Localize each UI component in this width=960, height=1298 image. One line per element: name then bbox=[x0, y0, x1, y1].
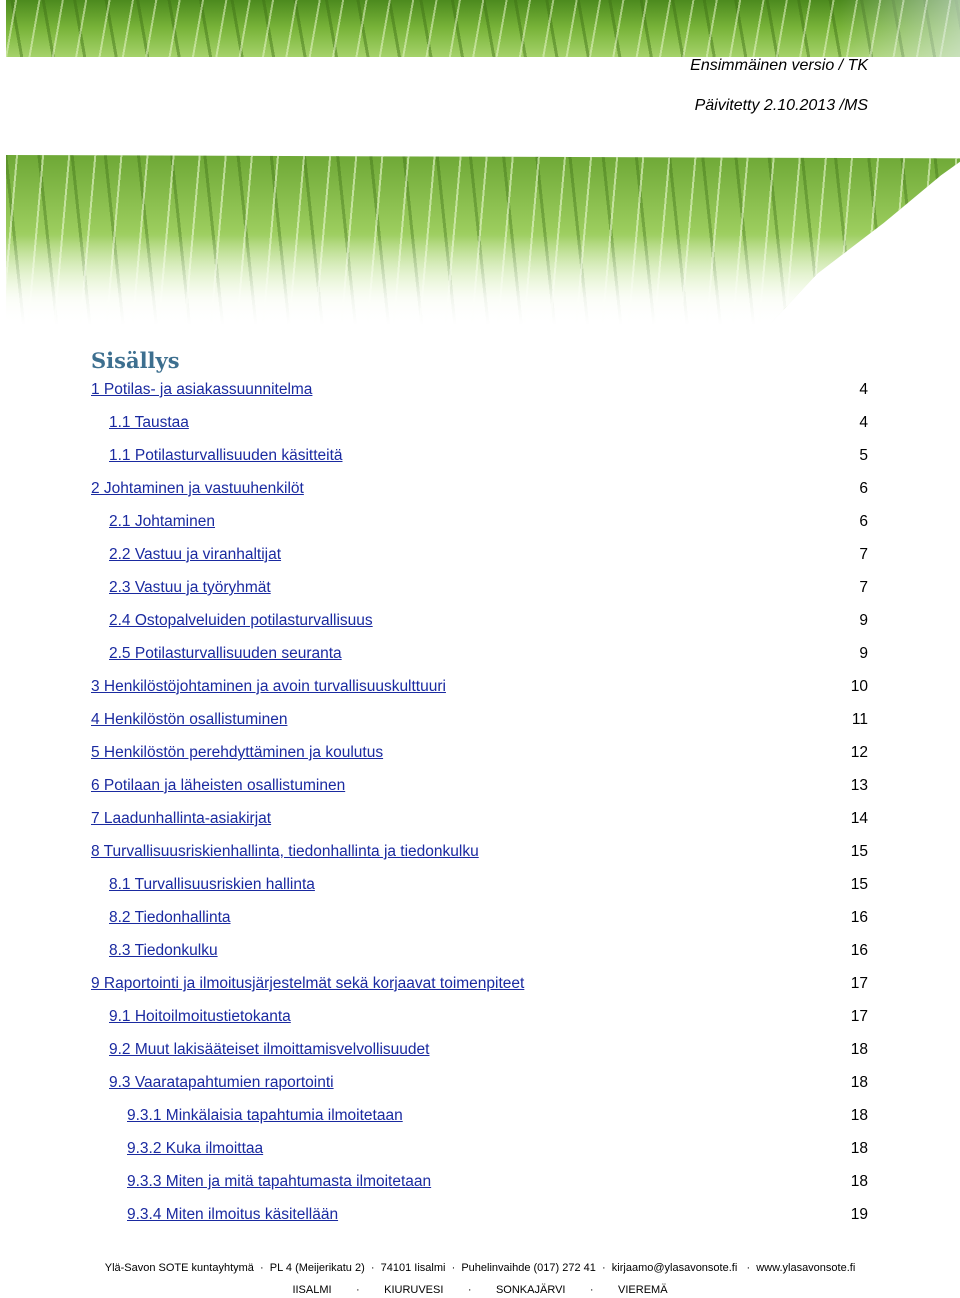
toc-entry-label[interactable]: 9.3.1 Minkälaisia tapahtumia ilmoitetaan bbox=[127, 1107, 403, 1124]
toc-entry[interactable] bbox=[91, 970, 868, 998]
toc-entry-label[interactable]: 2.3 Vastuu ja työryhmät bbox=[109, 579, 271, 596]
toc-entry-label[interactable]: 5 Henkilöstön perehdyttäminen ja koulutus bbox=[91, 744, 384, 761]
toc-entry[interactable] bbox=[109, 541, 868, 569]
toc-entry-label[interactable]: 9.3.3 Miten ja mitä tapahtumasta ilmoitetaan bbox=[127, 1173, 432, 1190]
toc-entry[interactable] bbox=[109, 640, 868, 668]
toc-entry[interactable] bbox=[109, 574, 868, 602]
toc-entry-page: 13 bbox=[850, 777, 868, 794]
toc-entry-page: 4 bbox=[859, 414, 868, 431]
toc-entry-page: 14 bbox=[850, 810, 868, 827]
toc-entry-page: 10 bbox=[850, 678, 868, 695]
toc-entry-label[interactable]: 3 Henkilöstöjohtaminen ja avoin turvallisuuskulttuuri bbox=[91, 678, 446, 695]
toc-entry[interactable] bbox=[91, 673, 868, 701]
toc-entry[interactable] bbox=[109, 904, 868, 932]
toc-entry[interactable] bbox=[91, 706, 868, 734]
toc-entry[interactable] bbox=[109, 1003, 868, 1031]
toc-entry-label[interactable]: 9.3.4 Miten ilmoitus käsitellään bbox=[127, 1206, 339, 1223]
toc-entry[interactable] bbox=[109, 607, 868, 635]
toc-entry[interactable] bbox=[127, 1201, 868, 1229]
toc-entry[interactable] bbox=[109, 1069, 868, 1097]
toc-entry-page: 15 bbox=[850, 876, 868, 893]
toc-entry-page: 17 bbox=[850, 1008, 868, 1025]
toc-entry[interactable] bbox=[109, 508, 868, 536]
toc-entry-label[interactable]: 6 Potilaan ja läheisten osallistuminen bbox=[91, 777, 346, 794]
toc-entry[interactable] bbox=[91, 772, 868, 800]
toc-entry-label[interactable]: 8.1 Turvallisuusriskien hallinta bbox=[109, 876, 315, 893]
toc-entry-label[interactable]: 1.1 Potilasturvallisuuden käsitteitä bbox=[109, 447, 343, 464]
toc-entry-page: 18 bbox=[850, 1140, 868, 1157]
toc-entry-page: 18 bbox=[850, 1074, 868, 1091]
toc-entry-label[interactable]: 8.2 Tiedonhallinta bbox=[109, 909, 231, 926]
updated-note: Päivitetty 2.10.2013 /MS bbox=[694, 97, 868, 114]
toc-entry-page: 17 bbox=[850, 975, 868, 992]
toc-entry-page: 7 bbox=[859, 579, 868, 596]
toc-entry-label[interactable]: 9.1 Hoitoilmoitustietokanta bbox=[109, 1008, 291, 1025]
toc-entry-page: 9 bbox=[859, 612, 868, 629]
toc-entry-page: 7 bbox=[859, 546, 868, 563]
toc-entry-page: 15 bbox=[850, 843, 868, 860]
footer-contact: Ylä-Savon SOTE kuntayhtymä · PL 4 (Meijerikatu 2) · 74101 Iisalmi · Puhelinvaihde (017) 272 41 · kirjaamo@ylasavonsote.fi · www.ylasavonsote.fi bbox=[104, 1262, 856, 1274]
toc-entry-label[interactable]: 9.2 Muut lakisääteiset ilmoittamisvelvollisuudet bbox=[109, 1041, 430, 1058]
toc-entry[interactable] bbox=[109, 937, 868, 965]
toc-entry-label[interactable]: 1.1 Taustaa bbox=[109, 414, 189, 431]
toc-entry-label[interactable]: 8.3 Tiedonkulku bbox=[109, 942, 218, 959]
toc-entry-page: 5 bbox=[859, 447, 868, 464]
toc-entry-label[interactable]: 9.3.2 Kuka ilmoittaa bbox=[127, 1140, 264, 1157]
toc-entry[interactable] bbox=[109, 442, 868, 470]
toc-entry-label[interactable]: 2.4 Ostopalveluiden potilasturvallisuus bbox=[109, 612, 373, 629]
toc-entry-page: 9 bbox=[859, 645, 868, 662]
toc-entry[interactable] bbox=[109, 409, 868, 437]
toc-entry[interactable] bbox=[91, 805, 868, 833]
toc-entry[interactable] bbox=[127, 1168, 868, 1196]
toc-entry[interactable] bbox=[91, 475, 868, 503]
toc-title: Sisällys bbox=[91, 348, 180, 373]
toc-entry[interactable] bbox=[109, 871, 868, 899]
grass-banner-image bbox=[6, 155, 960, 325]
toc-entry-label[interactable]: 8 Turvallisuusriskienhallinta, tiedonhallinta ja tiedonkulku bbox=[91, 843, 479, 860]
toc-entry[interactable] bbox=[127, 1102, 868, 1130]
toc-entry-label[interactable]: 9.3 Vaaratapahtumien raportointi bbox=[109, 1074, 334, 1091]
toc-entry-page: 18 bbox=[850, 1107, 868, 1124]
version-note: Ensimmäinen versio / TK bbox=[690, 57, 868, 74]
toc-entry-label[interactable]: 9 Raportointi ja ilmoitusjärjestelmät sekä korjaavat toimenpiteet bbox=[91, 975, 525, 992]
toc-entry-label[interactable]: 2.1 Johtaminen bbox=[109, 513, 215, 530]
toc-entry[interactable] bbox=[91, 739, 868, 767]
toc-entry-page: 16 bbox=[850, 942, 868, 959]
toc-entry-label[interactable]: 2.2 Vastuu ja viranhaltijat bbox=[109, 546, 282, 563]
toc-entry-page: 11 bbox=[851, 711, 868, 728]
footer-towns: IISALMI · KIURUVESI · SONKAJÄRVI · VIEREMÄ bbox=[292, 1284, 668, 1296]
header-banner-image bbox=[6, 0, 960, 57]
toc-entry[interactable] bbox=[91, 376, 868, 404]
toc-entry-label[interactable]: 4 Henkilöstön osallistuminen bbox=[91, 711, 288, 728]
toc-entry-page: 4 bbox=[859, 381, 868, 398]
toc-entry[interactable] bbox=[91, 838, 868, 866]
toc-entry-page: 12 bbox=[850, 744, 868, 761]
toc-entry[interactable] bbox=[109, 1036, 868, 1064]
toc-entry-label[interactable]: 2 Johtaminen ja vastuuhenkilöt bbox=[91, 480, 304, 497]
toc-entry-page: 18 bbox=[850, 1041, 868, 1058]
toc-entry-page: 16 bbox=[850, 909, 868, 926]
toc-entry-label[interactable]: 1 Potilas- ja asiakassuunnitelma bbox=[91, 381, 313, 398]
toc-entry-page: 6 bbox=[859, 480, 868, 497]
toc-entry[interactable] bbox=[127, 1135, 868, 1163]
toc-entry-page: 6 bbox=[859, 513, 868, 530]
toc-entry-label[interactable]: 7 Laadunhallinta-asiakirjat bbox=[91, 810, 272, 827]
toc-entry-page: 18 bbox=[850, 1173, 868, 1190]
toc-entry-page: 19 bbox=[850, 1206, 868, 1223]
toc-entry-label[interactable]: 2.5 Potilasturvallisuuden seuranta bbox=[109, 645, 342, 662]
